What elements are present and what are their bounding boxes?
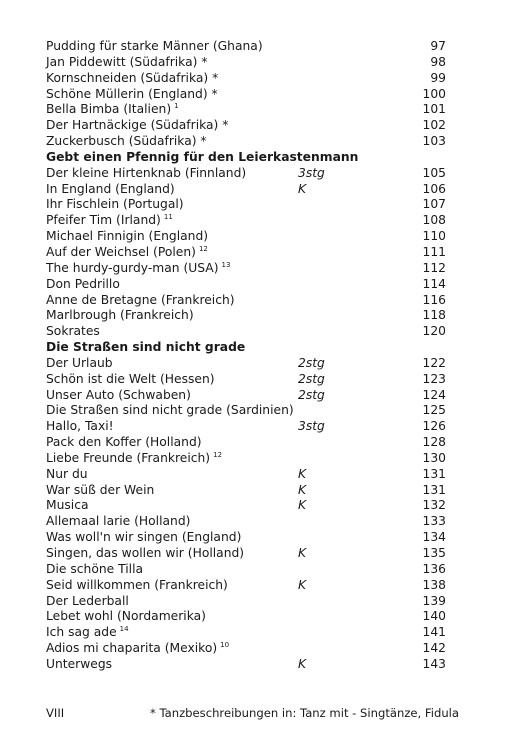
toc-entry-page: 110 — [422, 229, 446, 244]
toc-entry-page: 112 — [422, 260, 446, 275]
toc-entry-title — [46, 213, 173, 229]
toc-entry-title — [46, 102, 179, 118]
toc-entry-title — [46, 324, 100, 340]
toc-entry-page: 114 — [422, 276, 446, 291]
toc-entry — [46, 245, 446, 261]
page-number: VIII — [46, 706, 65, 720]
toc-entry-page: 120 — [422, 324, 446, 339]
toc-entry-title — [46, 261, 230, 277]
toc-entry — [46, 483, 446, 499]
toc-entry-title-text: Zuckerbusch (Südafrika) * — [46, 134, 207, 149]
toc-entry — [46, 546, 446, 562]
toc-entry-title — [46, 245, 208, 261]
section-heading — [46, 340, 446, 356]
toc-entry-page: 131 — [422, 466, 446, 481]
toc-entry-title-text: Pfeifer Tim (Irland) — [46, 213, 161, 228]
toc-entry-page: 101 — [422, 102, 446, 117]
toc-entry — [46, 71, 446, 87]
toc-entry-page: 118 — [422, 308, 446, 323]
toc-entry — [46, 609, 446, 625]
toc-entry — [46, 467, 446, 483]
toc-entry-title-text: Musica — [46, 498, 89, 513]
toc-entry — [46, 102, 446, 118]
toc-entry-title — [46, 166, 246, 182]
toc-entry-page: 105 — [422, 165, 446, 180]
toc-entry-title — [46, 625, 129, 641]
toc-entry-title-text: Anne de Bretagne (Frankreich) — [46, 292, 235, 307]
toc-entry-page: 130 — [422, 450, 446, 465]
toc-entry — [46, 87, 446, 103]
toc-entry — [46, 39, 446, 55]
toc-entry-page: 136 — [422, 561, 446, 576]
toc-entry-title — [46, 197, 184, 213]
toc-entry-title — [46, 546, 244, 562]
toc-entry-title — [46, 356, 113, 372]
toc-entry-title — [46, 435, 202, 451]
toc-entry-title-text: Adios mi chaparita (Mexiko) — [46, 641, 218, 656]
toc-entry — [46, 530, 446, 546]
toc-entry — [46, 261, 446, 277]
toc-entry — [46, 293, 446, 309]
toc-entry-title-text: Pudding für starke Männer (Ghana) — [46, 39, 263, 53]
toc-entry-title-text: Hallo, Taxi! — [46, 419, 114, 434]
toc-entry-page: 97 — [430, 39, 446, 53]
toc-entry-title — [46, 498, 89, 514]
toc-entry — [46, 197, 446, 213]
toc-entry — [46, 594, 446, 610]
toc-entry — [46, 277, 446, 293]
toc-entry-page: 126 — [422, 419, 446, 434]
toc-entry-page: 125 — [422, 403, 446, 418]
toc-entry — [46, 118, 446, 134]
toc-entry-title-text: Allemaal larie (Holland) — [46, 514, 191, 529]
toc-entry-title — [46, 39, 263, 55]
toc-entry-page: 131 — [422, 482, 446, 497]
toc-entry-title — [46, 308, 194, 324]
toc-entry — [46, 308, 446, 324]
footnote-marker: 14 — [119, 625, 129, 634]
toc-entry-title-text: Der Urlaub — [46, 355, 113, 370]
toc-entry-title-text: The hurdy-gurdy-man (USA) — [46, 260, 219, 275]
toc-entry — [46, 324, 446, 340]
toc-entry-title — [46, 71, 218, 87]
toc-entry-voicing: K — [298, 498, 307, 513]
toc-entry-title — [46, 182, 175, 198]
toc-entry-title — [46, 609, 206, 625]
toc-entry-page: 116 — [422, 292, 446, 307]
toc-entry — [46, 625, 446, 641]
toc-entry-page: 133 — [422, 514, 446, 529]
toc-entry — [46, 166, 446, 182]
toc-entry-voicing: K — [298, 466, 307, 481]
toc-entry-voicing: K — [298, 656, 307, 671]
toc-entry-page: 124 — [422, 387, 446, 402]
footnote-marker: 10 — [220, 641, 230, 650]
toc-entry-title-text: Die Straßen sind nicht grade (Sardinien) — [46, 403, 294, 418]
toc-entry-page: 143 — [422, 656, 446, 671]
toc-entry-title-text: Unterwegs — [46, 656, 113, 671]
footnote-marker: 11 — [163, 213, 173, 222]
toc-entry — [46, 657, 446, 673]
footnote: * Tanzbeschreibungen in: Tanz mit - Singtänze, Fidula — [150, 706, 459, 720]
toc-entry-page: 138 — [422, 577, 446, 592]
toc-entry-title-text: Don Pedrillo — [46, 276, 120, 291]
toc-entry-title — [46, 514, 190, 530]
toc-entry-title — [46, 467, 88, 483]
toc-entry-title-text: Michael Finnigin (England) — [46, 229, 209, 244]
toc-entry-page: 135 — [422, 546, 446, 560]
toc-entry — [46, 372, 446, 388]
toc-entry-voicing: 3stg — [298, 165, 325, 180]
toc-entry-title — [46, 372, 215, 388]
toc-entry-title-text: Liebe Freunde (Frankreich) — [46, 450, 211, 465]
toc-entry-title-text: Pack den Koffer (Holland) — [46, 435, 202, 450]
toc-entry-title-text: Nur du — [46, 466, 88, 481]
toc-entry-voicing: K — [298, 181, 307, 196]
toc-entry — [46, 578, 446, 594]
toc-entry-title-text: War süß der Wein — [46, 482, 155, 497]
toc-entry-title — [46, 293, 235, 309]
toc-entry-title — [46, 641, 229, 657]
toc-entry-title — [46, 118, 228, 134]
toc-entry-title-text: Der Hartnäckige (Südafrika) * — [46, 118, 229, 133]
toc-entry-title — [46, 134, 207, 150]
toc-entry-page: 98 — [430, 54, 446, 69]
footnote-marker: 12 — [198, 244, 208, 253]
toc-entry-title — [46, 530, 241, 546]
toc-entry-page: 123 — [422, 371, 446, 386]
toc-entry-title — [46, 578, 228, 594]
toc-entry — [46, 134, 446, 150]
toc-entry-title-text: Schön ist die Welt (Hessen) — [46, 371, 215, 386]
toc-entry-title-text: Singen, das wollen wir (Holland) — [46, 546, 245, 560]
toc-entry-page: 139 — [422, 593, 446, 608]
toc-entry-page: 134 — [422, 530, 446, 545]
toc-entry-title-text: Kornschneiden (Südafrika) * — [46, 70, 219, 85]
toc-entry-voicing: 3stg — [298, 419, 325, 434]
toc-entry-page: 141 — [422, 625, 446, 640]
toc-entry-title — [46, 277, 120, 293]
toc-entry-title-text: Auf der Weichsel (Polen) — [46, 244, 196, 259]
footnote-marker: 12 — [213, 450, 223, 459]
toc-entry-title — [46, 229, 208, 245]
toc-entry — [46, 498, 446, 514]
toc-entry-voicing: 2stg — [298, 387, 325, 402]
toc-entry — [46, 55, 446, 71]
toc-entry — [46, 403, 446, 419]
toc-entry-title — [46, 657, 112, 673]
toc-entry — [46, 435, 446, 451]
toc-entry-title-text: Was woll'n wir singen (England) — [46, 530, 242, 545]
toc-entry-title — [46, 594, 129, 610]
toc-entry-title-text: Die schöne Tilla — [46, 561, 144, 576]
toc-entry — [46, 182, 446, 198]
toc-entry-page: 108 — [422, 213, 446, 228]
toc-entry-page: 111 — [422, 244, 446, 259]
toc-entry-page: 107 — [422, 197, 446, 212]
toc-entry-title — [46, 451, 222, 467]
toc-entry-page: 106 — [422, 181, 446, 196]
toc-entry-page: 128 — [422, 435, 446, 450]
toc-entry-title — [46, 419, 114, 435]
toc-entry-page: 142 — [422, 641, 446, 656]
toc-entry-page: 102 — [422, 118, 446, 133]
footnote-marker: 13 — [221, 260, 231, 269]
toc-entry-title-text: Der Lederball — [46, 593, 129, 608]
toc-entry-voicing: 2stg — [298, 355, 325, 370]
section-heading-title — [46, 340, 245, 356]
toc-entry-title — [46, 388, 191, 404]
toc-entry — [46, 419, 446, 435]
toc-entry-title-text: Der kleine Hirtenknab (Finnland) — [46, 165, 247, 180]
toc-entry-page: 132 — [422, 498, 446, 513]
toc-entry-voicing: 2stg — [298, 371, 325, 386]
toc-entry-page: 100 — [422, 86, 446, 101]
footnote-marker: 1 — [174, 102, 179, 111]
toc-entry-title-text: Marlbrough (Frankreich) — [46, 308, 194, 323]
toc-entry-title-text: Lebet wohl (Nordamerika) — [46, 609, 206, 624]
toc-entry-title — [46, 55, 207, 71]
toc-entry-title — [46, 87, 218, 103]
toc-entry-title-text: Bella Bimba (Italien) — [46, 102, 172, 117]
toc-entry — [46, 514, 446, 530]
toc-entry-page: 103 — [422, 134, 446, 149]
toc-entry-title-text: Die Straßen sind nicht grade — [46, 340, 246, 355]
toc-entry — [46, 641, 446, 657]
toc-entry-title-text: Ich sag ade — [46, 625, 117, 640]
toc-entry-page: 140 — [422, 609, 446, 624]
toc-entry-title — [46, 562, 143, 578]
toc-entry — [46, 562, 446, 578]
toc-entry-title-text: Schöne Müllerin (England) * — [46, 86, 218, 101]
toc-entry — [46, 451, 446, 467]
toc-entry-voicing: K — [298, 546, 307, 560]
toc-entry-title-text: Unser Auto (Schwaben) — [46, 387, 191, 402]
section-heading-title — [46, 150, 358, 166]
toc-entry — [46, 229, 446, 245]
toc-entry-page: 99 — [430, 70, 446, 85]
table-of-contents — [46, 39, 446, 673]
toc-entry-title-text: Seid willkommen (Frankreich) — [46, 577, 228, 592]
section-heading — [46, 150, 446, 166]
toc-entry-title — [46, 483, 154, 499]
toc-entry-title-text: Sokrates — [46, 324, 100, 339]
toc-entry-title-text: In England (England) — [46, 181, 175, 196]
toc-entry-title — [46, 403, 294, 419]
toc-entry — [46, 356, 446, 372]
toc-entry-voicing: K — [298, 482, 307, 497]
toc-entry — [46, 388, 446, 404]
toc-entry-title-text: Jan Piddewitt (Südafrika) * — [46, 54, 208, 69]
toc-entry-title-text: Ihr Fischlein (Portugal) — [46, 197, 184, 212]
toc-entry-page: 122 — [422, 355, 446, 370]
toc-entry — [46, 213, 446, 229]
toc-entry-title-text: Gebt einen Pfennig für den Leierkastenmann — [46, 149, 359, 164]
toc-entry-voicing: K — [298, 577, 307, 592]
